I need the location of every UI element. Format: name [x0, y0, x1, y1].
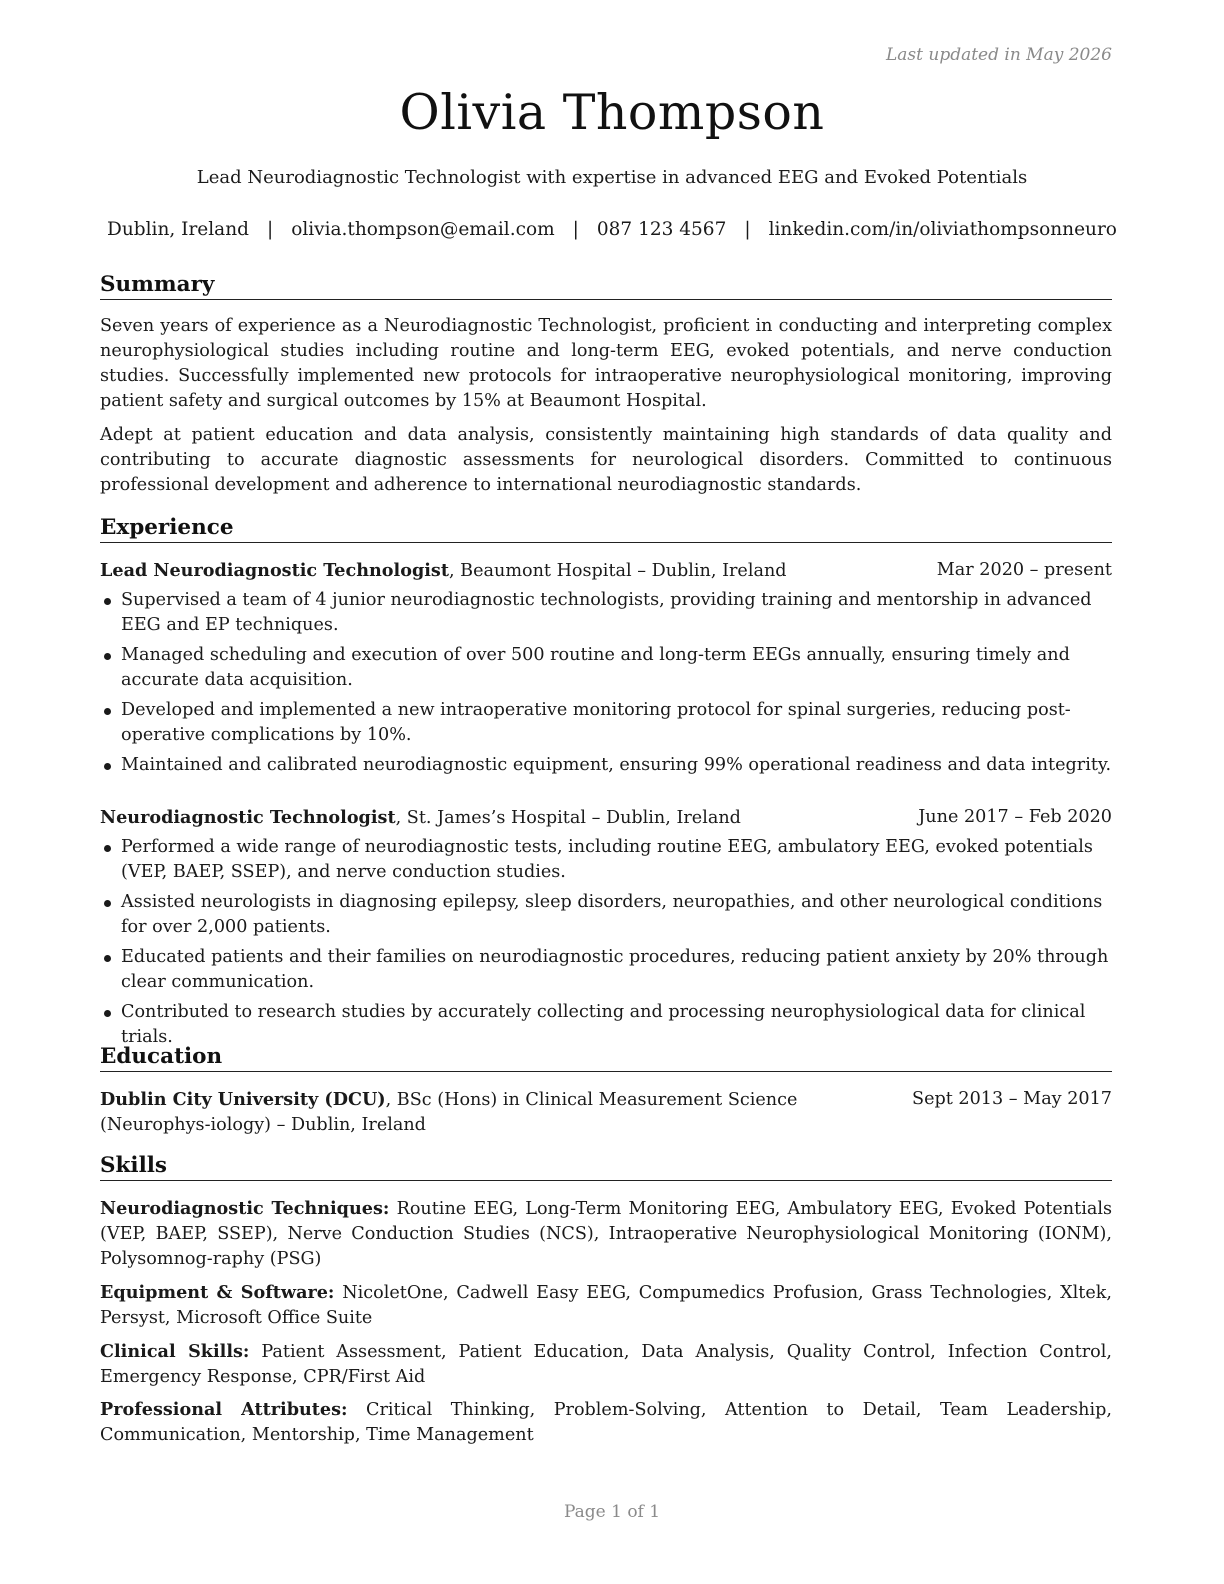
job-bullet: Assisted neurologists in diagnosing epilepsy, sleep disorders, neuropathies, and other neurological conditions for over 2,000 patients. [100, 890, 1112, 940]
job-dates: June 2017 – Feb 2020 [918, 807, 1112, 827]
job-bullet-list [100, 588, 1112, 783]
summary-paragraph: Adept at patient education and data analysis, consistently maintaining high standards of data quality and contributing to accurate diagnostic assessments for neurological disorders. Committed to continuous professional development and adherence to international neurodiagnostic standards. [100, 425, 1112, 495]
education-heading: Education [100, 1044, 1112, 1072]
skill-label: Equipment & Software: [100, 1282, 335, 1303]
last-updated-note: Last updated in May 2026 [885, 45, 1112, 65]
contact-separator: | [572, 219, 579, 240]
headline-tagline: Lead Neurodiagnostic Technologist with expertise in advanced EEG and Evoked Potentials [196, 167, 1028, 188]
contact-line [0, 219, 1224, 240]
skill-group [100, 1339, 1112, 1390]
skill-label: Neurodiagnostic Techniques: [100, 1198, 390, 1219]
education-detail: , BSc (Hons) in Clinical Measurement Science (Neurophys-iology) – Dublin, Ireland [100, 1090, 798, 1135]
contact-separator: | [266, 219, 274, 240]
summary-paragraph: Seven years of experience as a Neurodiagnostic Technologist, proficient in conducting and interpreting complex neurophysiological studies including routine and long-term EEG, evoked potentials, and nerve conduction studies. Successfully implemented new protocols for intraoperative neurophysiological monitoring, improving patient safety and surgical outcomes by 15% at Beaumont Hospital. [100, 316, 1112, 411]
education-school: Dublin City University (DCU) [100, 1089, 386, 1110]
job-dates: Mar 2020 – present [936, 560, 1112, 580]
contact-linkedin[interactable]: linkedin.com/in/oliviathompsonneuro [768, 219, 1117, 240]
skill-text: Routine EEG, Long-Term Monitoring EEG, Ambulatory EEG, Evoked Potentials (VEP, BAEP, SSEP), Nerve Conduction Studies (NCS), Intraoperative Neurophysiological Monitoring (IONM), Polysomnog-raphy (PSG) [100, 1199, 1112, 1269]
skill-text: Critical Thinking, Problem-Solving, Attention to Detail, Team Leadership, Communication, Mentorship, Time Management [100, 1400, 1112, 1445]
skill-label: Professional Attributes: [100, 1399, 348, 1420]
skills-heading: Skills [100, 1153, 1112, 1181]
skill-group [100, 1196, 1112, 1272]
job-role: Lead Neurodiagnostic Technologist [100, 560, 449, 581]
skill-text: Patient Assessment, Patient Education, Data Analysis, Quality Control, Infection Control, Emergency Response, CPR/First Aid [100, 1342, 1112, 1387]
job-bullet-list [100, 835, 1112, 1055]
contact-phone: 087 123 4567 [596, 219, 727, 240]
skill-group [100, 1280, 1112, 1331]
contact-email[interactable]: olivia.thompson@email.com [291, 219, 555, 240]
education-entry [100, 1087, 1112, 1138]
job-bullet: Performed a wide range of neurodiagnostic tests, including routine EEG, ambulatory EEG, evoked potentials (VEP, BAEP, SSEP), and nerve conduction studies. [100, 835, 1112, 885]
job-bullet: Educated patients and their families on neurodiagnostic procedures, reducing patient anxiety by 20% through clear communication. [100, 945, 1112, 995]
job-organization: , St. James’s Hospital – Dublin, Ireland [395, 808, 741, 828]
experience-heading: Experience [100, 515, 1112, 543]
summary-heading: Summary [100, 272, 1112, 300]
job-title-line [100, 558, 787, 584]
job-organization: , Beaumont Hospital – Dublin, Ireland [448, 561, 787, 581]
job-bullet: Maintained and calibrated neurodiagnostic equipment, ensuring 99% operational readiness and data integrity. [100, 753, 1112, 778]
job-bullet: Developed and implemented a new intraoperative monitoring protocol for spinal surgeries, reducing post-operative complications by 10%. [100, 698, 1112, 748]
education-dates: Sept 2013 – May 2017 [912, 1089, 1112, 1109]
summary-body [100, 314, 1112, 498]
page-number: Page 1 of 1 [563, 1502, 661, 1522]
skill-label: Clinical Skills: [100, 1341, 250, 1362]
job-bullet: Managed scheduling and execution of over 500 routine and long-term EEGs annually, ensuring timely and accurate data acquisition. [100, 643, 1112, 693]
skill-group [100, 1397, 1112, 1448]
contact-separator: | [744, 219, 751, 240]
job-role: Neurodiagnostic Technologist [100, 807, 396, 828]
job-title-line [100, 805, 741, 831]
education-degree [100, 1087, 890, 1138]
contact-location: Dublin, Ireland [107, 219, 249, 240]
candidate-name: Olivia Thompson [399, 84, 825, 141]
skill-text: NicoletOne, Cadwell Easy EEG, Compumedics Profusion, Grass Technologies, Xltek, Persyst, Microsoft Office Suite [100, 1283, 1112, 1328]
job-bullet: Contributed to research studies by accurately collecting and processing neurophysiological data for clinical trials. [100, 1000, 1112, 1050]
job-bullet: Supervised a team of 4 junior neurodiagnostic technologists, providing training and mentorship in advanced EEG and EP techniques. [100, 588, 1112, 638]
